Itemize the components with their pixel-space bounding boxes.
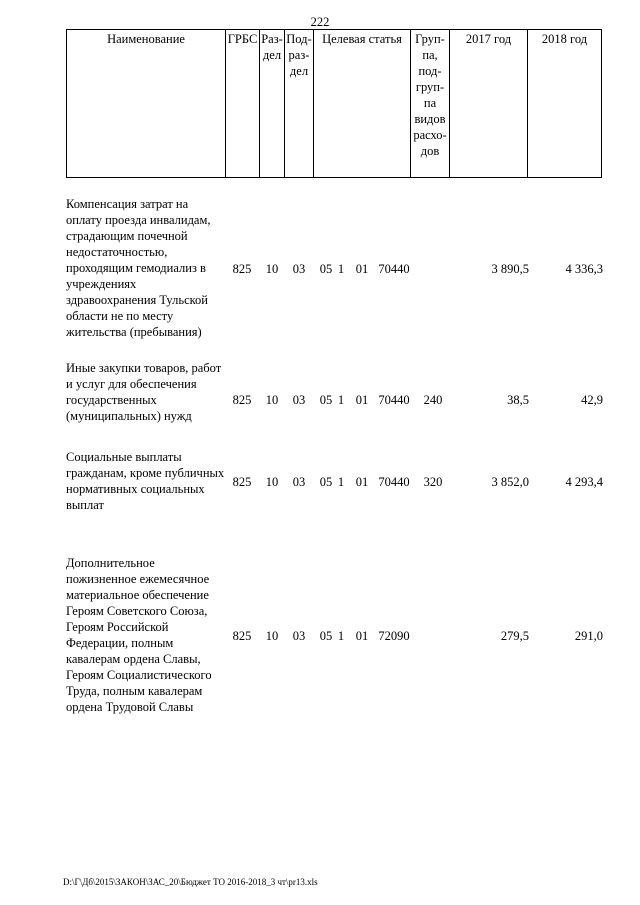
header-razdel: Раз- дел bbox=[260, 30, 285, 178]
row-amount-2018: 4 336,3 bbox=[565, 262, 603, 276]
row-target-program: 05 bbox=[319, 393, 333, 407]
row-razdel: 10 bbox=[265, 393, 279, 407]
page-number: 222 bbox=[310, 15, 330, 29]
row-target-subprogram: 1 bbox=[337, 475, 345, 489]
row-amount-2017: 3 852,0 bbox=[491, 475, 529, 489]
row-target-program: 05 bbox=[319, 629, 333, 643]
row-name: Социальные выплаты гражданам, кроме публичных нормативных социальных выплат bbox=[66, 450, 225, 512]
row-target-direction: 70440 bbox=[378, 475, 410, 489]
row-expense-type: 240 bbox=[423, 393, 443, 407]
row-name: Иные закупки товаров, работ и услуг для обеспечения государственных (муниципальных) нужд bbox=[66, 361, 222, 423]
header-podrazdel: Под- раз- дел bbox=[285, 30, 314, 178]
row-target-subprogram: 1 bbox=[337, 262, 345, 276]
row-podrazdel: 03 bbox=[292, 262, 306, 276]
table-row bbox=[0, 196, 640, 346]
row-amount-2018: 4 293,4 bbox=[565, 475, 603, 489]
row-podrazdel: 03 bbox=[292, 475, 306, 489]
row-target-program: 05 bbox=[319, 262, 333, 276]
row-amount-2017: 279,5 bbox=[500, 629, 529, 643]
header-year-2018: 2018 год bbox=[528, 30, 602, 178]
row-amount-2018: 291,0 bbox=[574, 629, 603, 643]
row-target-direction: 70440 bbox=[378, 262, 410, 276]
row-target-event: 01 bbox=[355, 475, 369, 489]
row-target-subprogram: 1 bbox=[337, 629, 345, 643]
row-target-subprogram: 1 bbox=[337, 393, 345, 407]
row-target-event: 01 bbox=[355, 629, 369, 643]
table-header bbox=[66, 29, 602, 178]
row-target-event: 01 bbox=[355, 393, 369, 407]
header-grbs: ГРБС bbox=[226, 30, 260, 178]
row-name: Дополнительное пожизненное ежемесячное материальное обеспечение Героям Советского Союза, Героям Российской Федерации, полным кавалерам ордена Славы, Героям Социалистического Труда, полным кавалерам ордена Трудовой Славы bbox=[66, 556, 212, 714]
file-path-footer: D:\Г\Дб\2015\ЗАКОН\ЗАС_20\Бюджет ТО 2016-2018_3 чт\pr13.xls bbox=[63, 877, 318, 887]
row-amount-2018: 42,9 bbox=[581, 393, 603, 407]
header-name: Наименование bbox=[67, 30, 226, 178]
row-target-direction: 70440 bbox=[378, 393, 410, 407]
row-grbs: 825 bbox=[232, 262, 252, 276]
row-target-direction: 72090 bbox=[378, 629, 410, 643]
row-grbs: 825 bbox=[232, 475, 252, 489]
row-expense-type: 320 bbox=[423, 475, 443, 489]
row-grbs: 825 bbox=[232, 393, 252, 407]
row-podrazdel: 03 bbox=[292, 393, 306, 407]
table-row bbox=[0, 360, 640, 442]
row-razdel: 10 bbox=[265, 262, 279, 276]
table-row bbox=[0, 555, 640, 720]
row-grbs: 825 bbox=[232, 629, 252, 643]
row-amount-2017: 3 890,5 bbox=[491, 262, 529, 276]
row-razdel: 10 bbox=[265, 475, 279, 489]
header-year-2017: 2017 год bbox=[450, 30, 528, 178]
header-target-item: Целевая статья bbox=[314, 30, 411, 178]
row-name: Компенсация затрат на оплату проезда инвалидам, страдающим почечной недостаточностью, проходящим гемодиализ в учреждениях здравоохранения Тульской области не по месту жительства (пребывания) bbox=[66, 197, 211, 339]
header-expense-group: Груп- па, под- груп- па видов расхо- дов bbox=[411, 30, 450, 178]
row-podrazdel: 03 bbox=[292, 629, 306, 643]
table-row bbox=[0, 449, 640, 515]
row-amount-2017: 38,5 bbox=[507, 393, 529, 407]
row-target-program: 05 bbox=[319, 475, 333, 489]
row-target-event: 01 bbox=[355, 262, 369, 276]
row-razdel: 10 bbox=[265, 629, 279, 643]
